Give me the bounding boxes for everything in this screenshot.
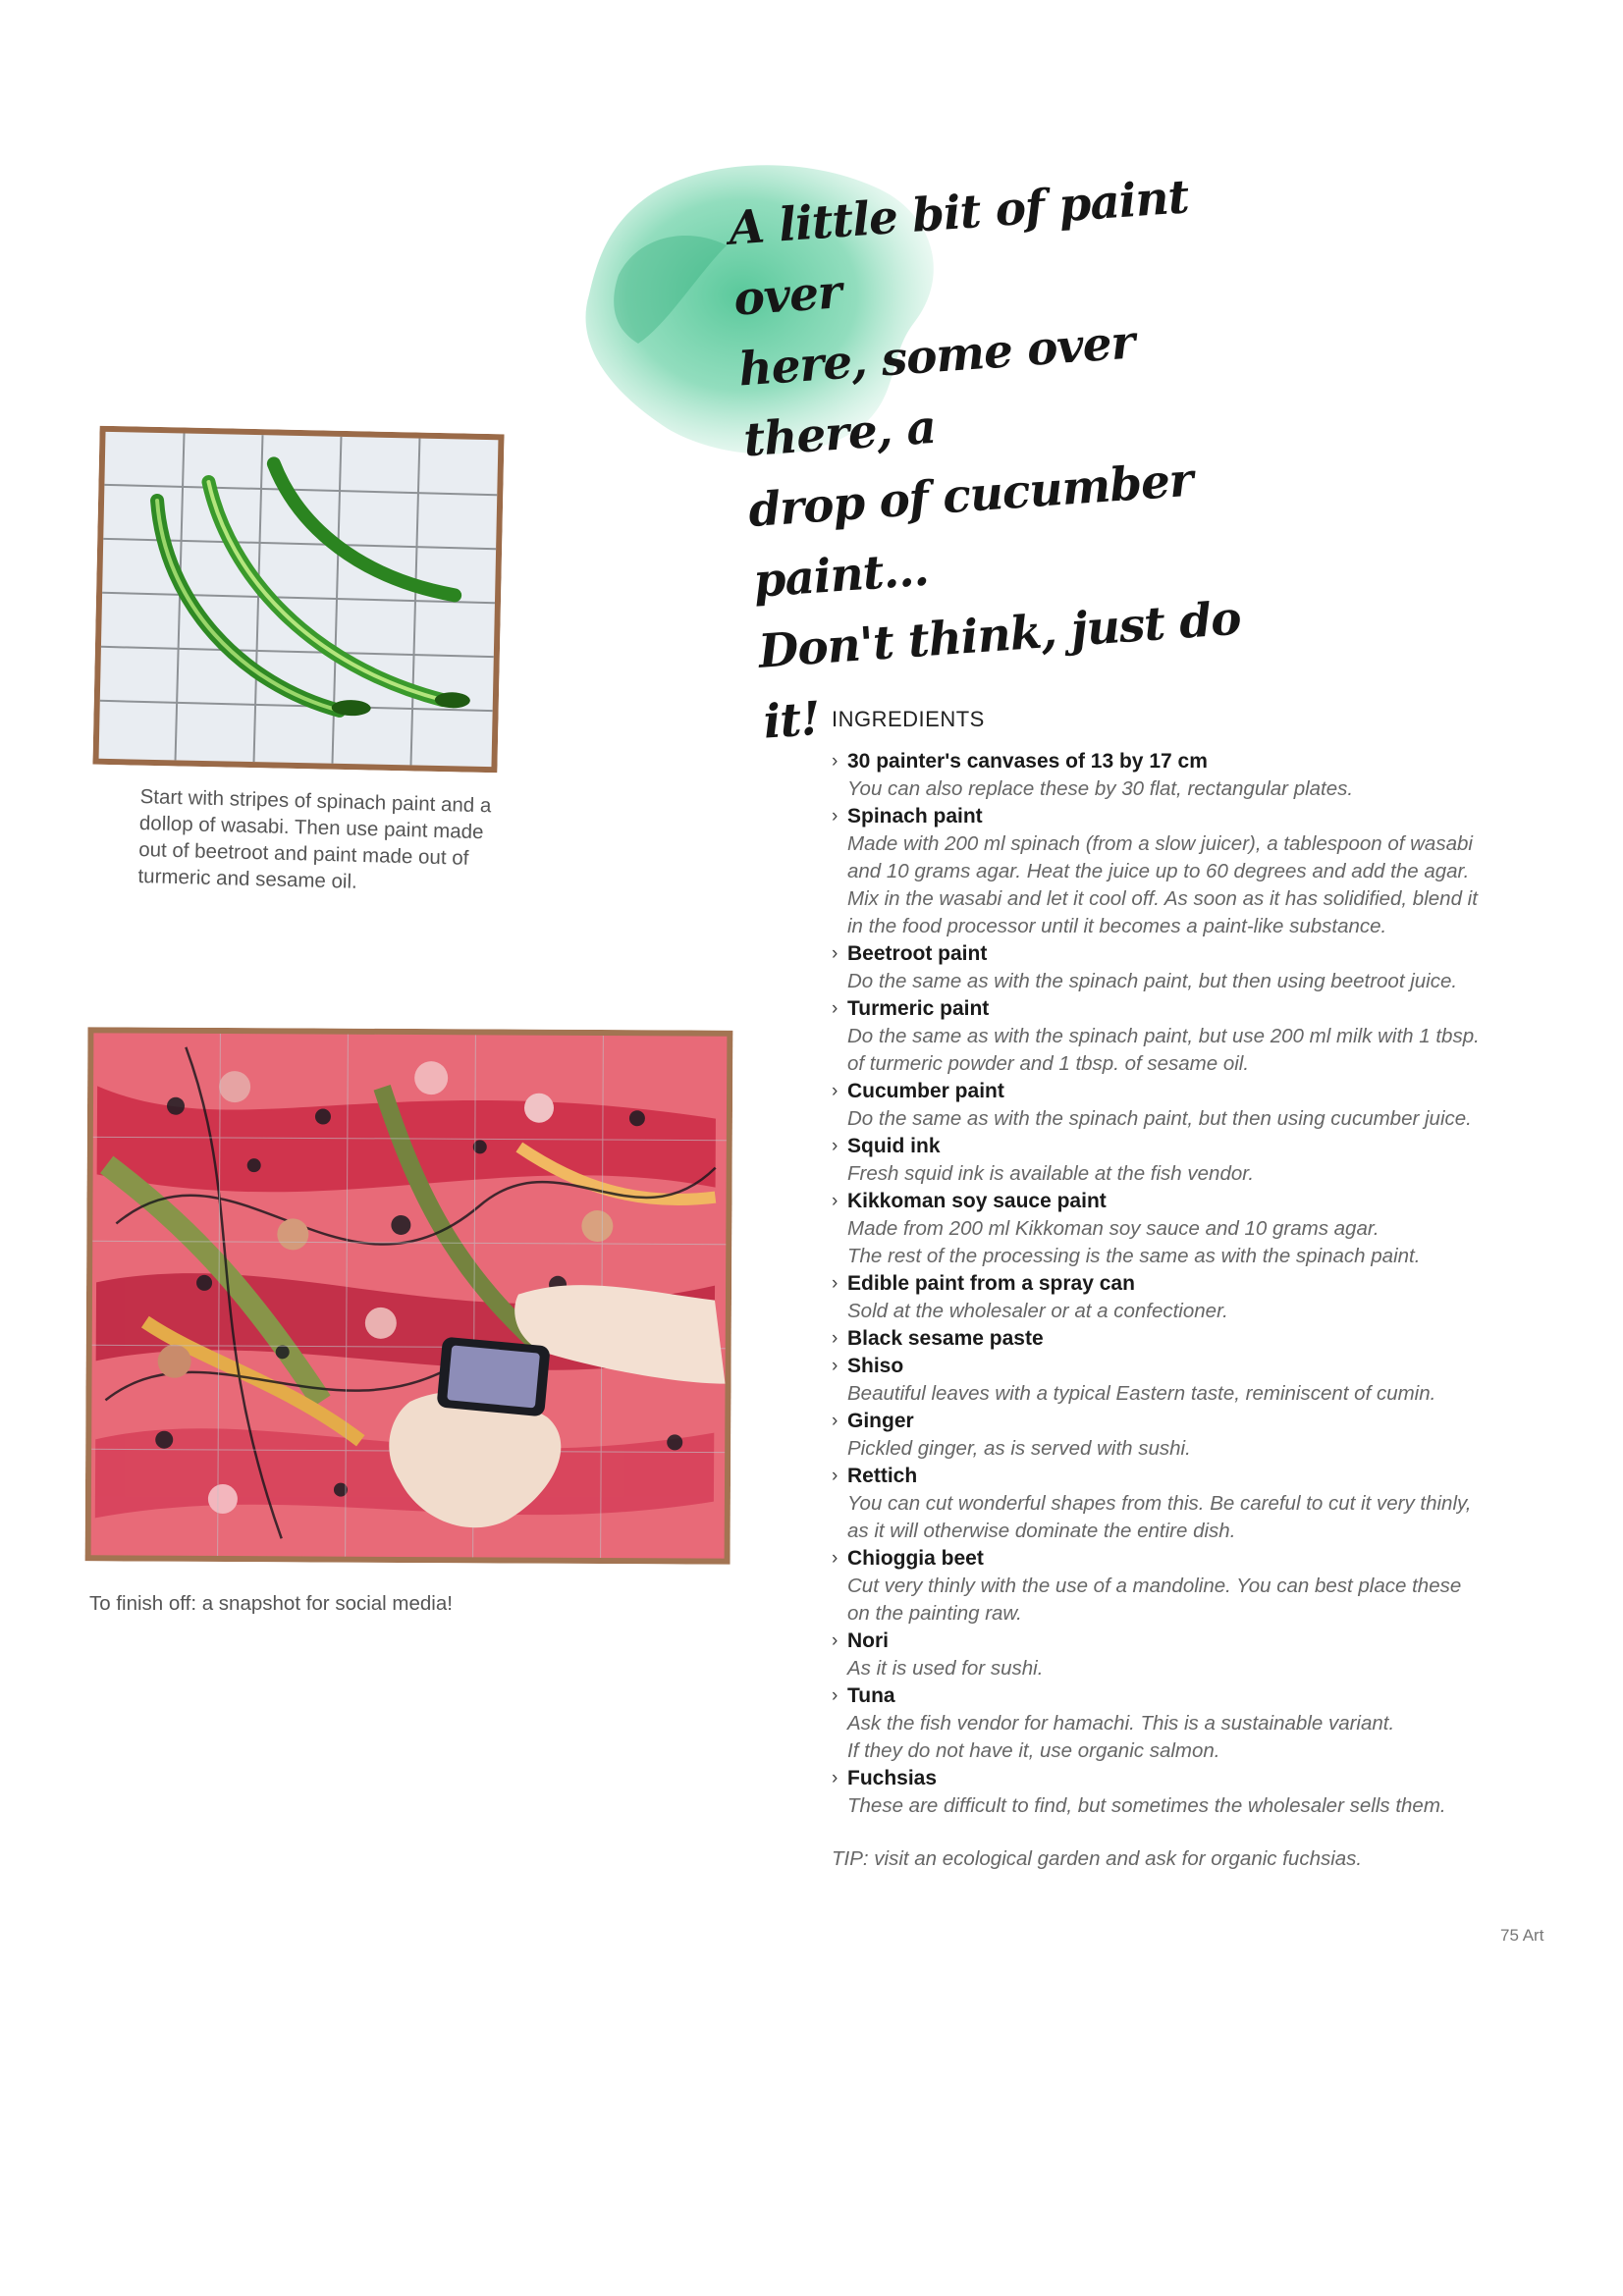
ingredient-description: Do the same as with the spinach paint, but then using cucumber juice.: [847, 1107, 1472, 1130]
ingredient-name: › Nori: [832, 1628, 1539, 1655]
ingredient-description: You can also replace these by 30 flat, rectangular plates.: [847, 777, 1354, 800]
list-item: [832, 1133, 1539, 1188]
ingredient-name: › Fuchsias: [832, 1765, 1539, 1792]
ingredient-name: › Shiso: [832, 1353, 1539, 1380]
ingredient-description: These are difficult to find, but sometimes the wholesaler sells them.: [847, 1794, 1446, 1817]
list-item: [832, 1682, 1539, 1765]
ingredient-description: As it is used for sushi.: [847, 1657, 1044, 1680]
ingredient-name: › Squid ink: [832, 1133, 1539, 1160]
list-item: [832, 748, 1539, 803]
ingredient-name: › Beetroot paint: [832, 940, 1539, 968]
list-item: [832, 1078, 1539, 1133]
list-item: [832, 1353, 1539, 1408]
ingredient-name: › 30 painter's canvases of 13 by 17 cm: [832, 748, 1539, 775]
list-item: [832, 940, 1539, 995]
list-item: [832, 1765, 1539, 1820]
ingredient-name: › Rettich: [832, 1463, 1539, 1490]
list-item: [832, 1270, 1539, 1325]
ingredient-description: Fresh squid ink is available at the fish vendor.: [847, 1162, 1255, 1185]
ingredient-description: Made with 200 ml spinach (from a slow juicer), a tablespoon of wasabi and 10 grams agar. Heat the juice up to 60 degrees and add the agar. Mix in the wasabi and let it cool off. As soon as it has solidified, blend it in the food processor until it becomes a paint-like substance.: [847, 832, 1478, 937]
tip-text: TIP: visit an ecological garden and ask for organic fuchsias.: [832, 1847, 1363, 1870]
quote-text: [727, 160, 1256, 758]
list-item: [832, 1628, 1539, 1682]
list-item: [832, 1463, 1539, 1545]
ingredient-name: › Spinach paint: [832, 803, 1539, 830]
ingredient-description: Ask the fish vendor for hamachi. This is a sustainable variant. If they do not have it, use organic salmon.: [847, 1712, 1395, 1762]
quote-line: drop of cucumber paint...: [746, 453, 1195, 609]
photo-caption: To finish off: a snapshot for social media!: [89, 1592, 453, 1615]
photo-caption: Start with stripes of spinach paint and a dollop of wasabi. Then use paint made out of beetroot and paint made out of turmeric and sesame oil.: [137, 784, 492, 893]
ingredient-name: › Kikkoman soy sauce paint: [832, 1188, 1539, 1215]
ingredient-description: Made from 200 ml Kikkoman soy sauce and 10 grams agar. The rest of the processing is the same as with the spinach paint.: [847, 1217, 1421, 1267]
list-item: [832, 1408, 1539, 1463]
quote-line: A little bit of paint over: [727, 170, 1191, 327]
ingredient-description: Do the same as with the spinach paint, but use 200 ml milk with 1 tbsp. of turmeric powder and 1 tbsp. of sesame oil.: [847, 1025, 1480, 1075]
quote-line: Don't think, just do it!: [756, 591, 1243, 750]
ingredient-name: › Turmeric paint: [832, 995, 1539, 1023]
ingredient-name: › Cucumber paint: [832, 1078, 1539, 1105]
ingredients-title: INGREDIENTS: [832, 707, 985, 731]
ingredient-name: › Black sesame paste: [832, 1325, 1539, 1353]
ingredient-name: › Tuna: [832, 1682, 1539, 1710]
ingredient-description: Pickled ginger, as is served with sushi.: [847, 1437, 1191, 1460]
ingredient-description: Cut very thinly with the use of a mandoline. You can best place these on the painting raw.: [847, 1575, 1462, 1625]
list-item: [832, 995, 1539, 1078]
quote-line: here, some over there, a: [736, 315, 1137, 468]
ingredient-description: You can cut wonderful shapes from this. Be careful to cut it very thinly, as it will otherwise dominate the entire dish.: [847, 1492, 1472, 1542]
ingredient-description: Do the same as with the spinach paint, but then using beetroot juice.: [847, 970, 1458, 992]
finished-painting-photo: [85, 1027, 733, 1564]
ingredient-name: › Ginger: [832, 1408, 1539, 1435]
list-item: [832, 1545, 1539, 1628]
ingredient-description: Beautiful leaves with a typical Eastern taste, reminiscent of cumin.: [847, 1382, 1436, 1405]
list-item: [832, 1188, 1539, 1270]
list-item: [832, 803, 1539, 940]
list-item: [832, 1325, 1539, 1353]
ingredient-description: Sold at the wholesaler or at a confectioner.: [847, 1300, 1228, 1322]
ingredient-list: [832, 748, 1539, 1820]
page-number: 75 Art: [1500, 1926, 1544, 1945]
ingredient-name: › Chioggia beet: [832, 1545, 1539, 1573]
spinach-stripes-photo: [92, 426, 504, 774]
ingredient-name: › Edible paint from a spray can: [832, 1270, 1539, 1298]
ingredients-section: [832, 705, 1539, 1873]
